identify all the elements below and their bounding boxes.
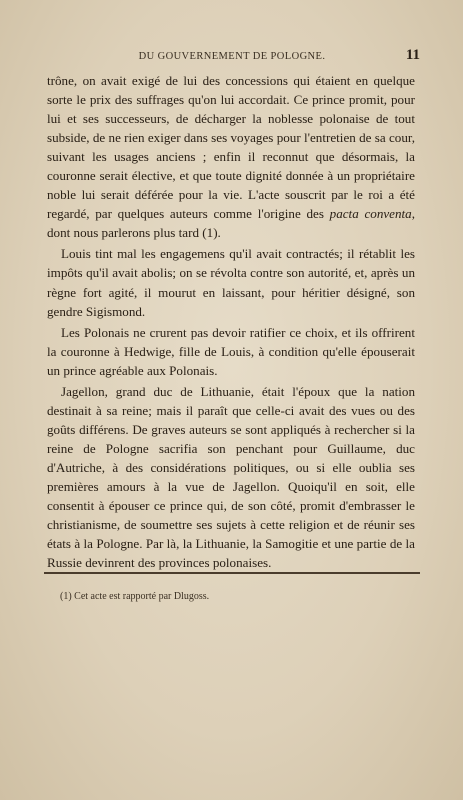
- running-title: DU GOUVERNEMENT DE POLOGNE.: [138, 51, 326, 62]
- page-number: 11: [405, 47, 420, 63]
- paragraph-3: Les Polonais ne crurent pas devoir ratifier ce choix, et ils offrirent la couronne à Hedwige, fille de Louis, à condition qu'elle épouserait un prince agréable aux Polonais.: [47, 324, 415, 378]
- footnote-rule: [44, 572, 420, 574]
- paragraph-2: Louis tint mal les engagemens qu'il avait contractés; il rétablit les impôts qu'il avait abolis; on se révolta contre son autorité, et, après un règne fort agité, il mourut en laissant, pour héritier désigné, son gendre Sigismond.: [47, 246, 415, 319]
- latin-phrase: pacta conventa: [329, 206, 412, 222]
- footnote: (1) Cet acte est rapporté par Dlugoss.: [60, 591, 210, 602]
- body-text: [47, 71, 415, 572]
- page-header: [44, 47, 420, 67]
- paragraph-1: trône, on avait exigé de lui des concessions qui étaient en quelque sorte le prix des suffrages qu'on lui accordait. Ce prince promit, pour lui et ses successeurs, de décharger la noblesse polonaise de tout subside, de ne rien exiger dans ses voyages pour l'entretien de sa cour, suivant les usages anciens ; enfin il reconnut que désormais, la couronne serait élective, et que toute dignité donnée à un propriétaire noble lui serait déférée pour la vie. L'acte souscrit par le roi a été regardé, par quelques auteurs comme l'origine des pacta conventa, dont nous parlerons plus tard (1).: [47, 73, 415, 241]
- paragraph-4: Jagellon, grand duc de Lithuanie, était l'époux que la nation destinait à sa reine; mais il paraît que celle-ci avait des vues ou des goûts différens. De graves auteurs se sont appliqués à rechercher si la reine de Pologne sacrifia son penchant pour Guillaume, duc d'Autriche, à des considérations politiques, ou si elle oublia ses premières amours à la vue de Jagellon. Quoiqu'il en soit, elle consentit à épouser ce prince qui, de son côté, promit d'embrasser le christianisme, de soumettre ses sujets à cette religion et de réunir ses états à la Pologne. Par là, la Lithuanie, la Samogitie et une partie de la Russie devinrent des provinces polonaises.: [47, 383, 415, 571]
